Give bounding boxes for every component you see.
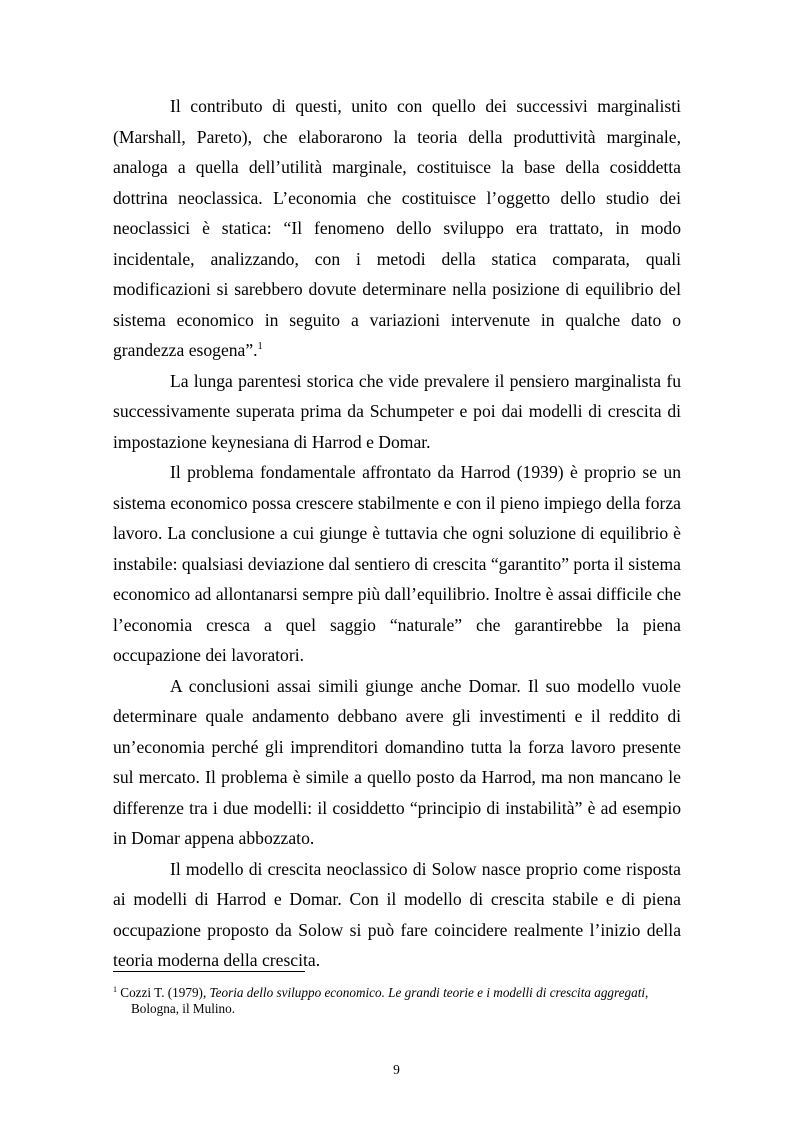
page-number: 9 <box>393 1062 400 1077</box>
paragraph-5: Il modello di crescita neoclassico di Solow nasce proprio come risposta ai modelli di Harrod e Domar. Con il modello di crescita stabile e di piena occupazione proposto da Solow si può fare coincidere realmente l’inizio della teoria moderna della crescita. <box>113 858 681 970</box>
paragraph-1-text: Il contributo di questi, unito con quello dei successivi marginalisti (Marshall, Pareto), che elaborarono la teoria della produttività marginale, analoga a quella dell’utilità marginale, costituisce la base della cosiddetta dottrina neoclassica. L’economia che costituisce l’oggetto dello studio dei neoclassici è statica: “Il fenomeno dello sviluppo era trattato, in modo incidentale, analizzando, con i metodi della statica comparata, quali modificazioni si sarebbero dovute determinare nella posizione di equilibrio del sistema economico in seguito a variazioni intervenute in qualche dato o grandezza esogena”. <box>113 96 681 360</box>
footnote-separator <box>113 971 305 972</box>
footnote <box>113 985 681 1017</box>
footnote-publisher: , Bologna, il Mulino. <box>131 985 649 1016</box>
footnote-reference[interactable]: 1 <box>257 341 263 352</box>
paragraph-1 <box>113 91 681 366</box>
footnote-number: 1 <box>113 985 117 994</box>
footnote-title: Teoria dello sviluppo economico. Le grandi teorie e i modelli di crescita aggregati <box>209 985 646 1000</box>
paragraph-4: A conclusioni assai simili giunge anche Domar. Il suo modello vuole determinare quale andamento debbano avere gli investimenti e il reddito di un’economia perché gli imprenditori domandino tutta la forza lavoro presente sul mercato. Il problema è simile a quello posto da Harrod, ma non mancano le differenze tra i due modelli: il cosiddetto “principio di instabilità” è ad esempio in Domar appena abbozzato. <box>113 675 681 848</box>
footnote-author: Cozzi T. (1979), <box>120 985 207 1000</box>
body-text <box>113 91 681 976</box>
paragraph-3: Il problema fondamentale affrontato da Harrod (1939) è proprio se un sistema economico possa crescere stabilmente e con il pieno impiego della forza lavoro. La conclusione a cui giunge è tuttavia che ogni soluzione di equilibrio è instabile: qualsiasi deviazione dal sentiero di crescita “garantito” porta il sistema economico ad allontanarsi sempre più dall’equilibrio. Inoltre è assai difficile che l’economia cresca a quel saggio “naturale” che garantirebbe la piena occupazione dei lavoratori. <box>113 462 681 665</box>
paragraph-2: La lunga parentesi storica che vide prevalere il pensiero marginalista fu successivamente superata prima da Schumpeter e poi dai modelli di crescita di impostazione keynesiana di Harrod e Domar. <box>113 370 681 452</box>
